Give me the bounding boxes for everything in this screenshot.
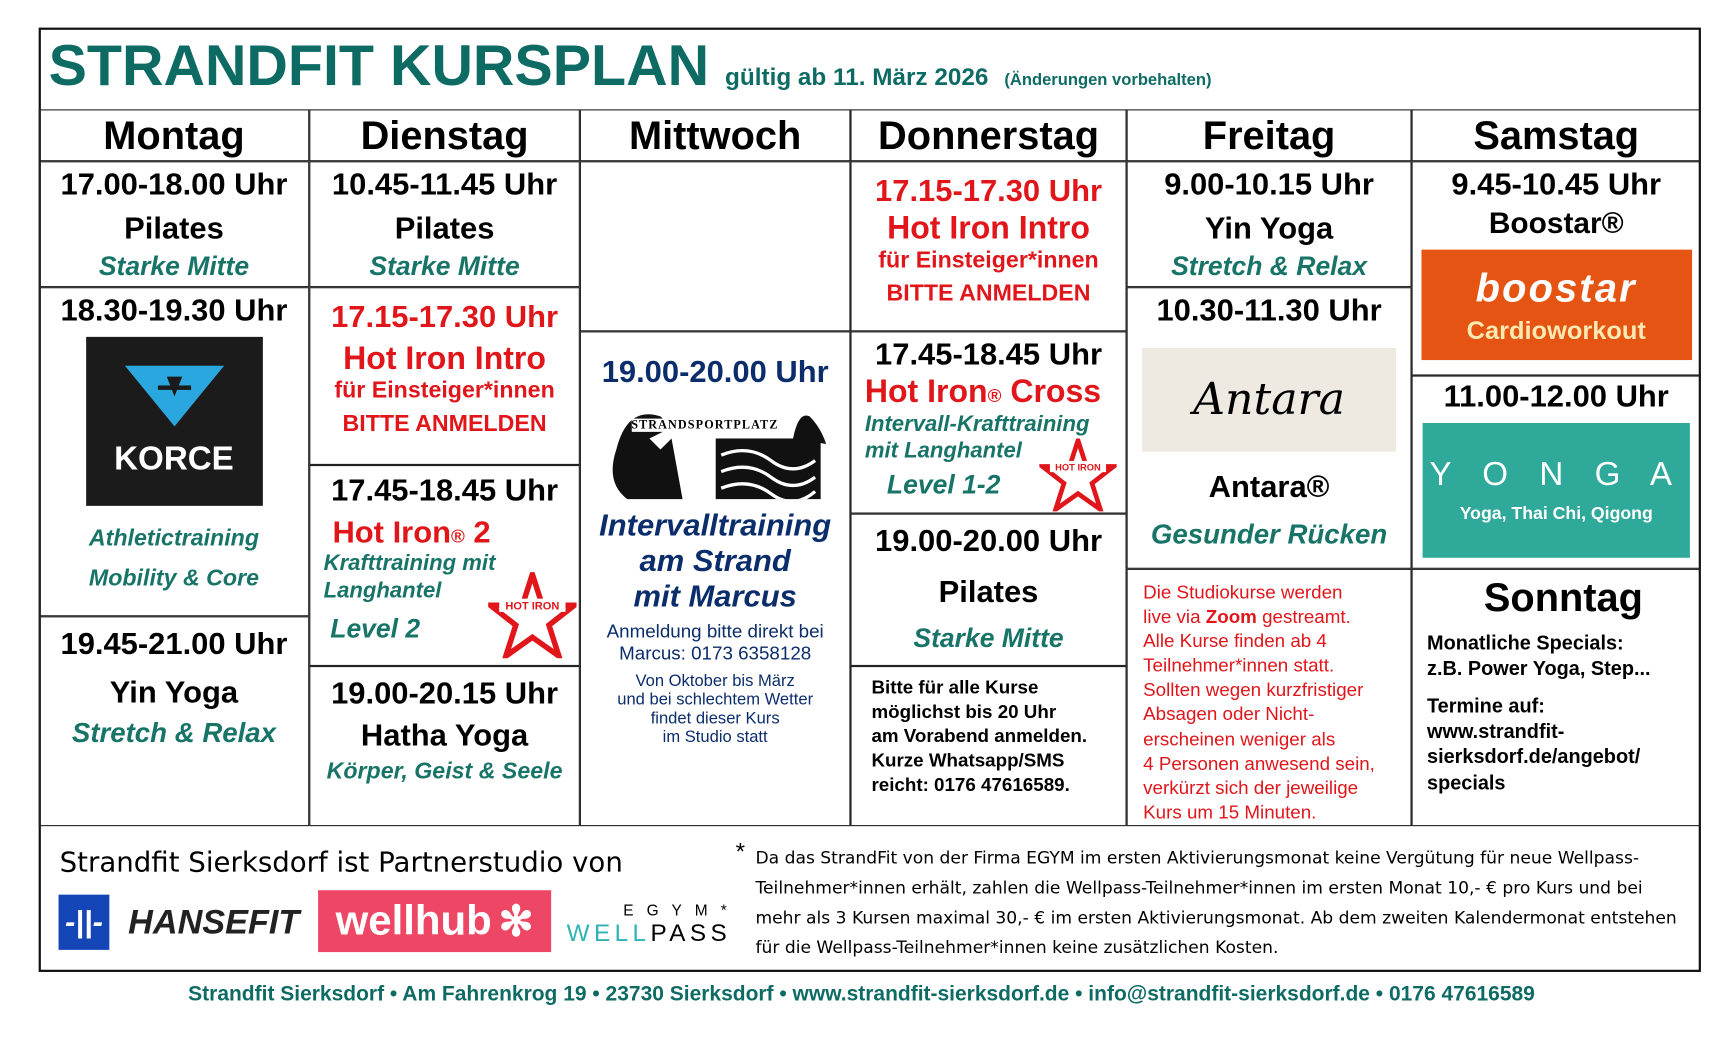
course-fri-antara: 10.30-11.30 Uhr Antara Antara® Gesunder Rücken	[1127, 287, 1412, 569]
course-mon-pilates: 17.00-18.00 Uhr Pilates Starke Mitte	[39, 161, 310, 287]
course-thu-pilates: 19.00-20.00 Uhr Pilates Starke Mitte	[850, 514, 1126, 666]
day-thursday: Donnerstag	[850, 109, 1126, 161]
antara-logo: Antara	[1142, 348, 1396, 452]
day-tuesday: Dienstag	[309, 109, 580, 161]
hansefit-name: HANSEFIT	[128, 902, 300, 942]
korce-logo: KORCE	[86, 337, 263, 506]
course-sat-boostar: 9.45-10.45 Uhr Boostar® boostar Cardioworkout	[1412, 161, 1701, 375]
valid-from: gültig ab 11. März 2026	[725, 62, 989, 91]
course-tue-hotiron-intro: 17.15-17.30 Uhr Hot Iron Intro für Einsteiger*innen BITTE ANMELDEN	[309, 287, 580, 465]
course-thu-hotiron-cross: 17.45-18.45 Uhr Hot Iron® Cross Intervall-Krafttraining mit Langhantel Level 1-2 HOT IRON	[850, 331, 1126, 513]
course-wed-beach: 19.00-20.00 Uhr STRANDSPORTPLATZ Intervalltraining am Strand mit Marcus Anmeldung bitte direkt bei Marcus: 0173 6358128 Von Oktober bis März und bei schlechtem Wetter findet dieser Kurs im Studio statt	[580, 331, 851, 826]
course-fri-yinyoga: 9.00-10.15 Uhr Yin Yoga Stretch & Relax	[1127, 161, 1412, 287]
footnote-star: *	[735, 837, 746, 865]
course-sat-yonga: 11.00-12.00 Uhr Y O N G A Yoga, Thai Chi, Qigong	[1412, 376, 1701, 569]
wellpass-logo: E G Y M * WELLPASS	[566, 901, 732, 947]
sunday-specials: Sonntag Monatliche Specials: z.B. Power Yoga, Step... Termine auf: www.strandfit- sierksdorf.de/angebot/ specials	[1412, 569, 1701, 826]
boostar-logo: boostar Cardioworkout	[1421, 250, 1692, 360]
day-friday: Freitag	[1127, 109, 1412, 161]
partners-title: Strandfit Sierksdorf ist Partnerstudio von	[59, 846, 623, 879]
footer-contact: Strandfit Sierksdorf • Am Fahrenkrog 19 • 23730 Sierksdorf • www.strandfit-sierksdorf.de • info@strandfit-sierksdorf.de • 0176 47616589	[188, 983, 1535, 1007]
course-tue-pilates: 10.45-11.45 Uhr Pilates Starke Mitte	[309, 161, 580, 287]
day-monday: Montag	[39, 109, 310, 161]
day-saturday: Samstag	[1412, 109, 1701, 161]
registration-note: Bitte für alle Kurse möglichst bis 20 Uhr am Vorabend anmelden. Kurze Whatsapp/SMS reicht: 0176 47616589.	[850, 666, 1126, 826]
yonga-logo: Y O N G A Yoga, Thai Chi, Qigong	[1423, 423, 1690, 558]
strandsportplatz-logo: STRANDSPORTPLATZ	[605, 395, 826, 500]
specials-link[interactable]: sierksdorf.de/angebot/	[1427, 745, 1641, 769]
svg-text:HOT IRON: HOT IRON	[1055, 462, 1101, 473]
course-tue-hotiron2: 17.45-18.45 Uhr Hot Iron® 2 Krafttraining mit Langhantel Level 2 HOT IRON	[309, 465, 580, 666]
hansefit-logo: -||-	[59, 895, 110, 950]
course-mon-yinyoga: 19.45-21.00 Uhr Yin Yoga Stretch & Relax	[39, 616, 310, 826]
course-tue-hathayoga: 19.00-20.15 Uhr Hatha Yoga Körper, Geist & Seele	[309, 666, 580, 826]
day-wednesday: Mittwoch	[580, 109, 851, 161]
course-thu-hotiron-intro: 17.15-17.30 Uhr Hot Iron Intro für Einsteiger*innen BITTE ANMELDEN	[850, 161, 1126, 331]
zoom-streaming-note: Die Studiokurse werden live via Zoom gestreamt. Alle Kurse finden ab 4 Teilnehmer*innen statt. Sollten wegen kurzfristiger Absagen oder Nicht- erscheinen weniger als 4 Personen anwesend sein, verkürzt sich der jeweilige Kurs um 15 Minuten.	[1127, 569, 1412, 826]
wed-empty	[580, 161, 851, 331]
page-title: STRANDFIT KURSPLAN gültig ab 11. März 2026 (Änderungen vorbehalten)	[48, 34, 1212, 99]
changes-note: (Änderungen vorbehalten)	[1004, 70, 1212, 90]
hot-iron-star-icon	[488, 572, 576, 658]
hot-iron-star-icon	[1039, 438, 1116, 511]
wellpass-footnote: Da das StrandFit von der Firma EGYM im ersten Aktivierungsmonat keine Vergütung für neue Wellpass- Teilnehmer*innen erhält, zahlen die Wellpass-Teilnehmer*innen im ersten Monat 10,- € pro Kurs und bei mehr als 3 Kursen maximal 30,- € im ersten Aktivierungsmonat. Ab dem zweiten Kalendermonat entstehen für die Wellpass-Teilnehmer*innen keine zusätzlichen Kosten.	[755, 848, 1677, 958]
svg-text:HOT IRON: HOT IRON	[505, 600, 560, 613]
wellhub-logo: wellhub ✻	[318, 890, 551, 952]
course-mon-korce: 18.30-19.30 Uhr KORCE Athletictraining Mobility & Core	[39, 287, 310, 616]
